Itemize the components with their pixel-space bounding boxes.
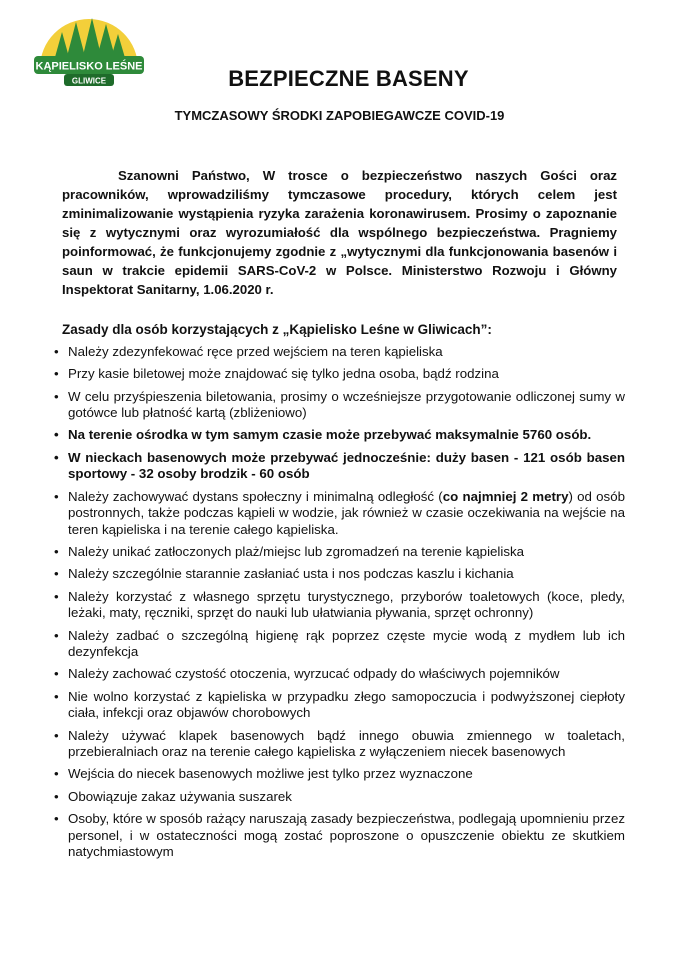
bullet-icon: • [54,566,59,582]
logo-city-text: GLIWICE [71,76,107,86]
rule-text: W nieckach basenowych może przebywać jednocześnie: duży basen - 121 osób basen sportowy - 32 osoby brodzik - 60 osób [68,449,625,482]
rule-text: Wejścia do niecek basenowych możliwe jest tylko przez wyznaczone [68,766,473,782]
list-item [54,628,625,661]
bullet-icon: • [54,449,59,465]
list-item [54,811,625,861]
page-subtitle: TYMCZASOWY ŚRODKI ZAPOBIEGAWCZE COVID-19 [174,108,505,123]
list-item [54,666,625,683]
rule-text: Należy unikać zatłoczonych plaż/miejsc lub zgromadzeń na terenie kąpieliska [68,544,525,560]
bullet-icon: • [54,488,59,504]
list-item [54,389,625,422]
bullet-icon: • [54,810,59,826]
list-item [54,544,625,561]
bullet-icon: • [54,388,59,404]
rule-text: W celu przyśpieszenia biletowania, prosimy o wcześniejsze przygotowanie odliczonej sumy w gotówce lub płatność kartą (zbliżeniowo) [68,388,625,421]
bullet-icon: • [54,766,59,782]
rule-text: Należy używać klapek basenowych bądź innego obuwia zmiennego w toaletach, przebieralniach oraz na terenie całego kąpieliska z wyłączeniem niecek basenowych [68,727,625,760]
bullet-icon: • [54,366,59,382]
rules-heading: Zasady dla osób korzystających z „Kąpielisko Leśne w Gliwicach”: [62,322,492,337]
rules-list [54,344,625,866]
list-item [54,728,625,761]
intro-paragraph: Szanowni Państwo, W trosce o bezpieczeństwo naszych Gości oraz pracowników, wprowadziliśmy tymczasowe procedury, których celem jest zminimalizowanie wystąpienia ryzyka zarażenia koronawirusem. Prosimy o zapoznanie się z wytycznymi oraz wyrozumiałość dla wspólnego bezpieczeństwa. Pragniemy poinformować, że funkcjonujemy zgodnie z „wytycznymi dla funkcjonowania basenów i saun w trakcie epidemii SARS-CoV-2 w Polsce. Ministerstwo Rozwoju i Główny Inspektorat Sanitarny, 1.06.2020 r. [62,168,617,297]
list-item [54,789,625,806]
list-item [54,489,625,539]
rule-text: Należy zadbać o szczególną higienę rąk poprzez częste mycie wodą z mydłem lub ich dezynfekcja [68,627,625,660]
rule-text: Nie wolno korzystać z kąpieliska w przypadku złego samopoczucia i podwyższonej ciepłoty ciała, infekcji oraz objawów chorobowych [68,688,625,721]
list-item [54,450,625,483]
rule-text: Należy szczególnie starannie zasłaniać usta i nos podczas kaszlu i kichania [68,566,514,582]
rule-text-before: Należy zachowywać dystans społeczny i minimalną odległość ( [68,488,443,504]
rule-text-after: ) od osób postronnych, także podczas kąpieli w wodzie, jak również w czasie oczekiwania na wejście na teren kąpieliska i na terenie całego kąpieliska. [68,488,625,537]
bullet-icon: • [54,688,59,704]
rule-text: Osoby, które w sposób rażący naruszają zasady bezpieczeństwa, podlegają upomnieniu przez personel, i w ostateczności mogą zostać poproszone o opuszczenie obiektu ze skutkiem natychmiastowym [68,810,625,860]
list-item [54,344,625,361]
bullet-icon: • [54,727,59,743]
bullet-icon: • [54,788,59,804]
rule-text: Przy kasie biletowej może znajdować się tylko jedna osoba, bądź rodzina [68,366,499,382]
rule-text-emphasis: co najmniej 2 metry [442,488,569,504]
list-item [54,366,625,383]
logo-name-text: KĄPIELISKO LEŚNE [35,60,143,73]
list-item [54,427,625,444]
bullet-icon: • [54,344,59,359]
rule-text: Należy korzystać z własnego sprzętu turystycznego, przyborów toaletowych (koce, pledy, leżaki, maty, ręczniki, sprzęt do nauki lub ułatwiania pływania, sprzęt ochronny) [68,588,625,621]
bullet-icon: • [54,666,59,682]
rule-text: Należy zdezynfekować ręce przed wejściem na teren kąpieliska [68,344,443,359]
list-item [54,689,625,722]
rule-text: Na terenie ośrodka w tym samym czasie może przebywać maksymalnie 5760 osób. [68,427,592,443]
list-item [54,589,625,622]
bullet-icon: • [54,588,59,604]
list-item [54,566,625,583]
page-title: BEZPIECZNE BASENY [228,66,469,91]
list-item [54,766,625,783]
rule-text: Obowiązuje zakaz używania suszarek [68,788,292,804]
bullet-icon: • [54,427,59,443]
rule-text: Należy zachować czystość otoczenia, wyrzucać odpady do właściwych pojemników [68,666,560,682]
bullet-icon: • [54,627,59,643]
bullet-icon: • [54,544,59,560]
